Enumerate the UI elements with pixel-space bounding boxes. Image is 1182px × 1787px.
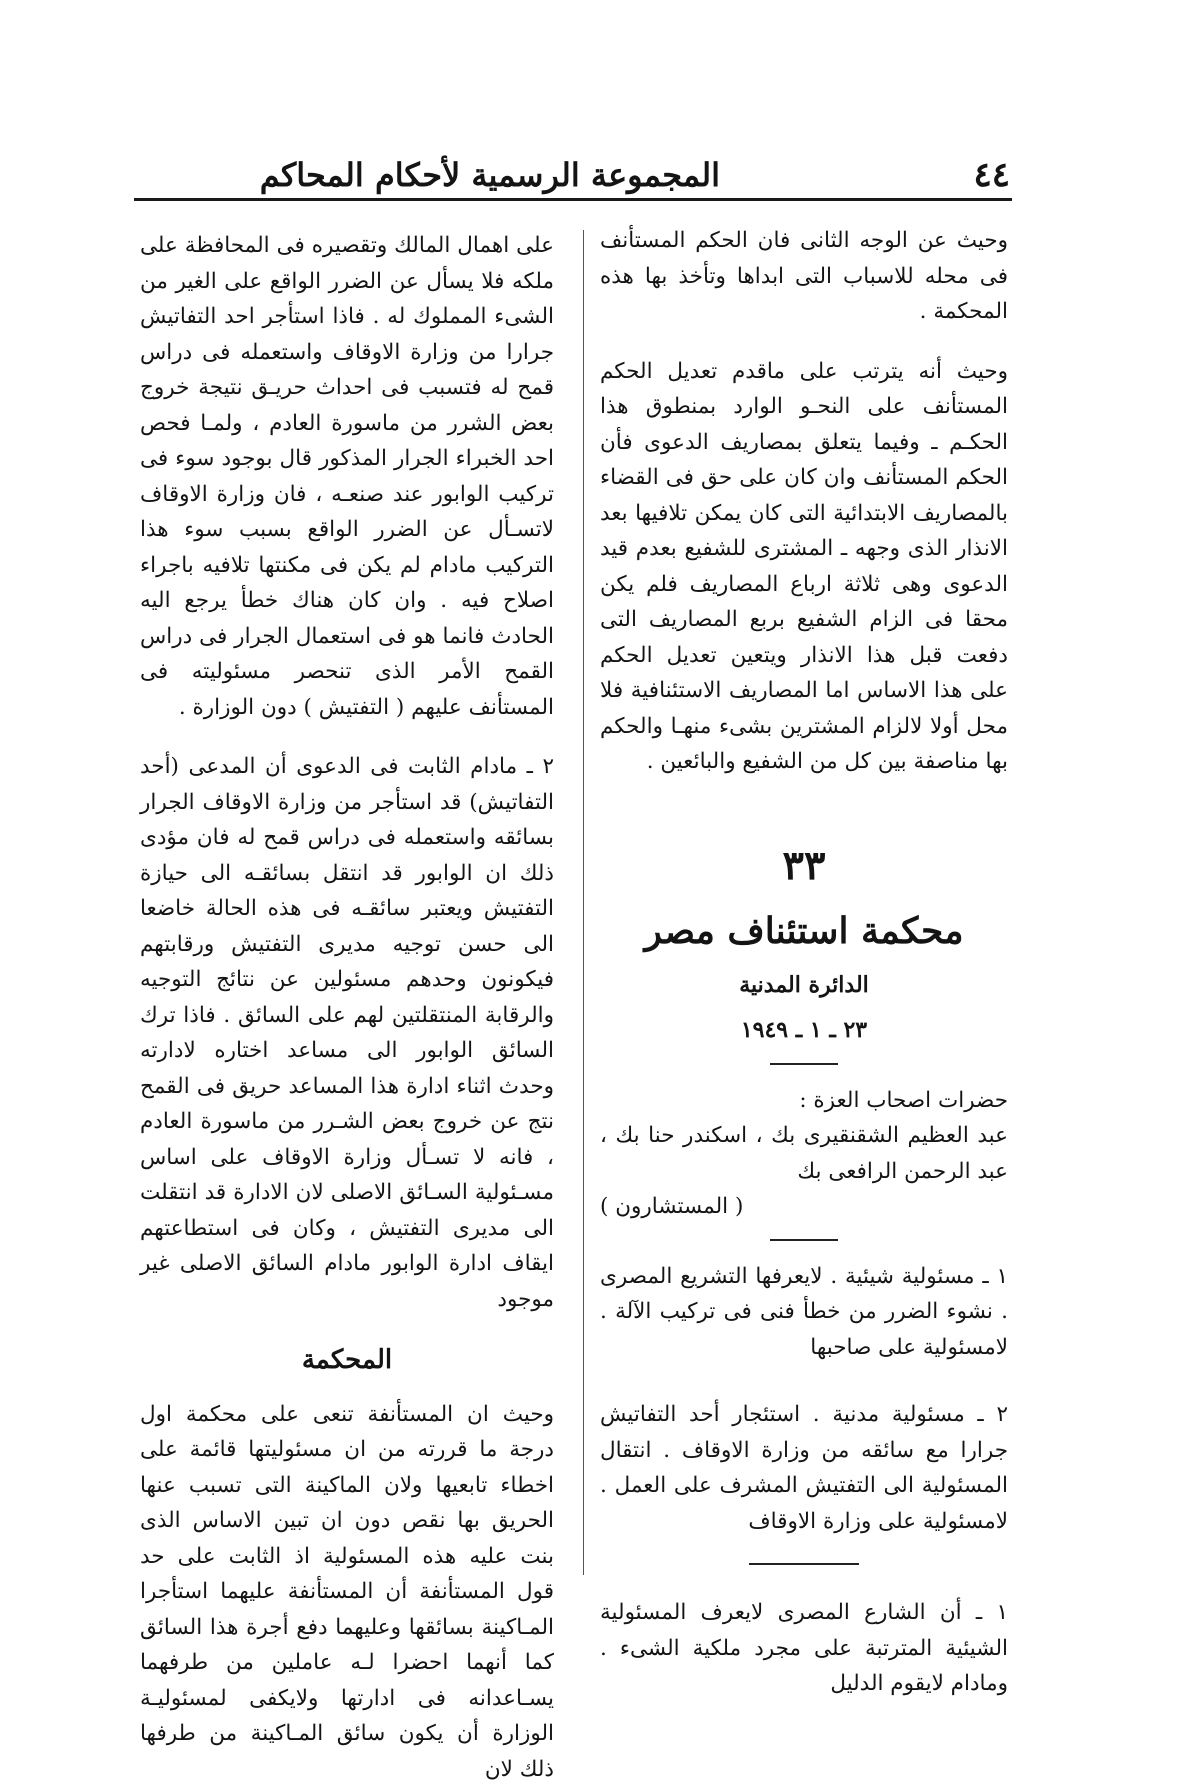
judges-names: عبد العظيم الشقنقيرى بك ، اسكندر حنا بك ، عبد الرحمن الرافعى بك xyxy=(600,1118,1008,1189)
judgment-date: ٢٣ ـ ١ ـ ١٩٤٩ xyxy=(600,1013,1008,1049)
paragraph: وحيث ان المستأنفة تنعى على محكمة اول درجة ما قررته من ان مسئوليتها قائمة على اخطاء تابعيها ولان الماكينة التى تسبب عنها الحريق بها نقص دون ان تبين الاساس الذى بنت عليه هذه المسئولية اذ الثابت على حد قول المستأنفة أن المستأنفة عليهما استأجرا المـاكينة بسائقها وعليهما دفع أجرة هذا السائق كما أنهما احضرا لـه عاملين من طرفهما يسـاعدانه فى ادارتها ولايكفى لمسئوليـة الوزارة أن يكون سائق المـاكينة من طرفها ذلك لان xyxy=(140,1397,554,1787)
court-circuit: الدائرة المدنية xyxy=(600,968,1008,1004)
divider-rule xyxy=(770,1239,838,1241)
headnote-1: ١ ـ مسئولية شيئية . لايعرفها التشريع المصرى . نشوء الضرر من خطأ فنى فى تركيب الآلة . لامسئولية على صاحبها xyxy=(600,1259,1008,1366)
divider-rule xyxy=(749,1563,859,1565)
case-number: ٣٣ xyxy=(600,842,1008,890)
column-divider xyxy=(583,230,584,1575)
paragraph: على اهمال المالك وتقصيره فى المحافظة على ملكه فلا يسأل عن الضرر الواقع على الغير من الشىء المملوك له . فاذا استأجر احد التفاتيش جرارا من وزارة الاوقاف واستعمله فى دراس قمح له فتسبب فى احداث حريـق نتيجة خروج بعض الشرر من ماسورة العادم ، ولمـا فحص احد الخبراء الجرار المذكور قال بوجود سوء فى تركيب الوابور عند صنعـه ، فان وزارة الاوقاف لاتسـأل عن الضرر الواقع بسبب سوء هذا التركيب مادام لم يكن فى مكنتها تلافيه باجراء اصلاح فيه . وان كان هناك خطأ يرجع اليه الحادث فانما هو فى استعمال الجرار فى دراس القمح الأمر الذى تنحصر مسئوليته فى المستأنف عليهم ( التفتيش ) دون الوزارة . xyxy=(140,228,554,725)
running-title: المجموعة الرسمية لأحكام المحاكم xyxy=(260,152,720,198)
left-column xyxy=(140,228,554,1787)
paragraph: وحيث أنه يترتب على ماقدم تعديل الحكم المستأنف على النحـو الوارد بمنطوق هذا الحكـم ـ وفيما يتعلق بمصاريف الدعوى فأن الحكم المستأنف وان كان على حق فى القضاء بالمصاريف الابتدائية التى كان يمكن تلافيها بعد الانذار الذى وجهه ـ المشترى للشفيع بعدم قيد الدعوى وهى ثلاثة ارباع المصاريف فلم يكن محقا فى الزام الشفيع بربع المصاريف التى دفعت قبل هذا الانذار ويتعين تعديل الحكم على هذا الاساس اما المصاريف الاستئنافية فلا محل أولا لالزام المشترين بشىء منهـا والحكم بها مناصفة بين كل من الشفيع والبائعين . xyxy=(600,354,1008,780)
page-number: ٤٤ xyxy=(973,152,1010,198)
right-column xyxy=(600,223,1008,1702)
principle-2: ٢ ـ مادام الثابت فى الدعوى أن المدعى (أحد التفاتيش) قد استأجر من وزارة الاوقاف الجرار بسائقه واستعمله فى دراس قمح له فان مؤدى ذلك ان الوابور قد انتقل بسائقـه الى حيازة التفتيش ويعتبر سائقـه فى هذه الحالة خاضعا الى حسن توجيه مديرى التفتيش ورقابتهم فيكونون وحدهم مسئولين عن نتائج التوجيه والرقابة المنتقلتين لهم على السائق . فاذا ترك السائق الوابور الى مساعد اختاره لادارته وحدث اثناء ادارة هذا المساعد حريق فى القمح نتج عن خروج بعض الشـرر من ماسورة العادم ، فانه لا تسـأل وزارة الاوقاف على اساس مسـئولية السـائق الاصلى لان الادارة قد انتقلت الى مديرى التفتيش ، وكان فى استطاعتهم ايقاف ادارة الوابور مادام السائق الاصلى غير موجود xyxy=(140,749,554,1317)
divider-rule xyxy=(770,1063,838,1065)
running-header xyxy=(128,152,1010,198)
headnote-2: ٢ ـ مسئولية مدنية . استئجار أحد التفاتيش جرارا مع سائقه من وزارة الاوقاف . انتقال المسئولية الى التفتيش المشرف على العمل . لامسئولية على وزارة الاوقاف xyxy=(600,1397,1008,1539)
principle-1: ١ ـ أن الشارع المصرى لايعرف المسئولية الشيئية المترتبة على مجرد ملكية الشىء . ومادام لايقوم الدليل xyxy=(600,1595,1008,1702)
section-heading: المحكمة xyxy=(140,1343,554,1379)
header-rule xyxy=(134,198,1012,201)
judges-role: ( المستشارون ) xyxy=(600,1189,1008,1225)
judges-intro: حضرات اصحاب العزة : xyxy=(600,1083,1008,1119)
court-name: محكمة استئناف مصر xyxy=(600,904,1008,958)
paragraph: وحيث عن الوجه الثانى فان الحكم المستأنف فى محله للاسباب التى ابداها وتأخذ بها هذه المحكمة . xyxy=(600,223,1008,330)
